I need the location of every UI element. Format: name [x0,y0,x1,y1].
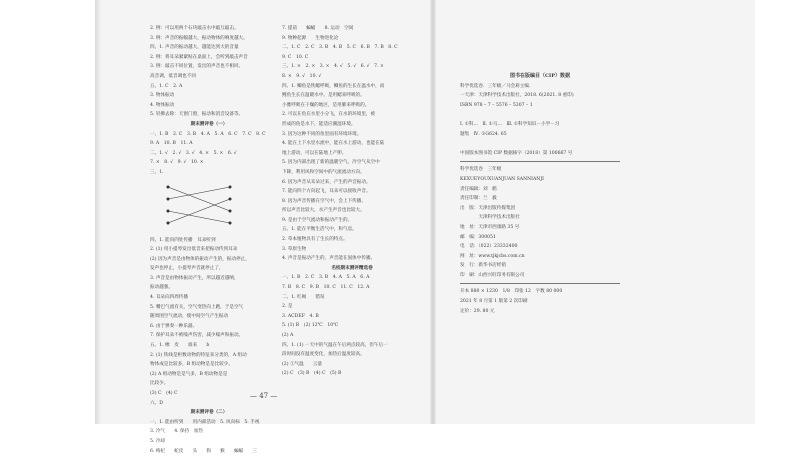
book-fold [430,0,436,424]
text-line: 定价：29. 80 元 [460,308,495,314]
text-line: 发 行：新华书店经销 [460,263,506,269]
text-line: 二、1. 红褐 错误 [282,294,325,300]
text-line: 2. 例：将耳朵紧紧贴在桌面上，会听到敲击声音 [150,54,248,60]
text-line: 3. ACDEF 4. B [282,313,319,319]
text-line: 网 址：www.tjkjcbs.com.cn [460,253,525,259]
text-line: 7. 能向四个方向起飞，耳朵可以接收声音。 [282,189,371,195]
text-line: 六、D [150,400,163,406]
text-line: 所以声音比较大，水产生声音也比较大。 [282,208,365,214]
text-line: 5. 轻拂去除：天窗门窗，振动和消音设备等。 [150,112,244,118]
text-line: (2) A [282,333,294,338]
text-line: 9. A 10. B 11. A [150,141,193,147]
text-line: 发声也停止，小提琴声音就停止了， [150,266,224,272]
text-line: 中国版本图书馆 CIP 数据核字（2018）第 100667 号 [460,150,573,156]
text-line: 鲤鱼生长在温暖水中。是用鳃来呼吸的。 [282,93,365,99]
text-line: 五、1. C 2. A [150,83,183,89]
text-line: 8. 因为声音传播在空气中，会上下传播。 [282,198,366,204]
text-line: 2. 可以在鱼在水里小分飞，在水的环境里，被 [282,112,376,118]
publication-info [460,165,620,280]
text-line: 二、1. √ 2. √ 3. √ 4. × 5. × 6. √ [150,150,237,156]
text-line: 二、1. C 2. C 3. B 4. B 5. C 6. B 7. B 8. C [282,45,398,51]
text-line: 7. × 8. √ 9. √ 10. × [150,160,204,166]
text-line: 6. 由于弹奏一种乐器。 [150,323,198,329]
text-line: 一、1. B 2. C 3. B 4. A 5. A 6. A [282,275,370,281]
text-line: 4. 物体振动 [150,102,175,108]
text-line: 9. 物种起源 生物进化论 [282,35,339,41]
text-line: 2. 是 [282,304,293,310]
answers-column-2 [282,24,422,379]
text-line: 4. 耳朵向四周传播 [150,295,189,301]
text-line: 3. 因为这种不同的鱼里面有环境环境。 [282,131,362,137]
text-line: 三、1. [150,169,164,175]
text-line: KEXUEYOUXUANJUAN SANNIANJI [460,176,544,182]
text-line: 小雅呼吸在干燥的地区，是用肺来呼吸的。 [282,102,370,108]
text-line: 邮 编：300051 [460,234,496,240]
text-line: 五、1. 橡 皮 谁来 b [150,343,210,349]
text-line: 物体成是比较多，B 组动物是是比较少。 [150,362,233,368]
text-line: 形成的鱼是水下，能适应潮湿环境。 [282,121,356,127]
answer-block [282,273,422,379]
text-line: 印 刷：山西兴旺印务有限公司 [460,272,525,278]
text-line: 7. 提前 蝙蝠 8. 运动 空间 [282,26,354,31]
text-line: (3) C (4) C [150,391,178,396]
copyright-column [460,72,620,316]
section-title: 名校期末测评精选卷 [331,265,373,271]
answer-block [150,130,268,178]
text-line: 2. (1) 铁线是柜数动物的特征来分类的，A 组动 [150,352,247,358]
text-line: 2021 年 8 月第 1 版第 2 次印刷 [460,299,528,305]
text-line: 9. C 10. C [282,54,309,60]
text-line: 9. 是由于空气流动和振动产生的。 [282,217,353,223]
page-number: — 47 — [250,392,278,400]
text-line: 7. 保护耳朵不被噪声伤害，减少噪声和振动。 [150,333,244,339]
divider [460,161,620,162]
text-line: 2. 例：可以用两个石块敲击水中敲互敲击。 [150,26,239,31]
text-line: 地上游动，可以在陆地上产卵。 [282,150,347,156]
text-line: ISBN 978 – 7 – 5576 – 5307 – 1 [460,102,533,108]
text-line: 地 址：天津市西康路 35 号 [460,224,520,230]
text-line [460,110,620,120]
print-spec [460,287,620,316]
text-line: 开本 880 × 1230 1/8 印张 12 字数 80 000 [460,289,563,295]
cip-title: 图书在版编目（CIP）数据 [509,73,571,79]
divider [460,283,620,284]
text-line: 2. 草本植物具有了生长的特点。 [282,237,348,243]
text-line: 一天津：天津科学技术出版社，2018. 6(2021. 8 重印) [460,93,574,99]
text-line: 高音调，低音调也不同 [150,73,196,79]
text-line: 8. × 9. √ 10. √ [282,73,322,79]
text-line: 科学优选卷 三年级 [460,167,502,173]
text-line: 四、1. 鲫鱼是铁鳃呼吸，鲫鱼的生长在温水中，而 [282,83,385,89]
section-title: 期末测评卷（一） [190,121,228,127]
text-line: 一、1. B 2. C 3. B 4. A 5. A 6. C 7. C 8. C [150,131,266,137]
text-line: 3. 草原生物 [282,246,307,252]
text-line: (2) C (3) B (4) C (5) B [282,371,342,377]
answer-block [150,24,268,120]
text-line: 随周围空气流动，使中间空气产生振动 [150,314,229,320]
text-line: 责任印制：兰 毅 [460,196,497,202]
text-line: 5. 因为内部出现了新的温暖空气，冷空气从空中 [282,160,380,166]
text-line: 一、1. 能由听到 用内部活动 5. 风向标 5. 手视 [150,419,260,425]
text-line: 五、1. 能在平衡生活气中，和气息。 [282,227,357,233]
text-line: 3. 冷气 4. 保持 加热 [150,429,204,435]
text-line: 振动越强。 [150,285,173,291]
text-line [460,139,620,149]
text-line: 天津科学技术出版社 [460,215,520,221]
text-line: 4. 声音是振动产生的，声音能在固体中传播。 [282,256,376,262]
text-line: 下降，利用风和空间中的气流流动方向。 [282,169,365,175]
text-line: 6. 因为声音从耳朵过来，产生的声音振动。 [282,179,371,185]
text-line: 科学优选卷．三年级／马会莉主编． [460,83,534,89]
text-line: 5. 冷却 [150,438,166,444]
text-line: 三、1. × 2. × 3. × 4. √ 5. √ 6. √ 7. × [282,64,384,70]
page-edge [95,0,101,424]
answer-block [150,236,268,409]
text-line: (2) ①气温 云量 [282,361,323,367]
cip-block [460,82,620,159]
text-line: 出 版：天津出版传媒集团 [460,205,516,211]
text-line: 段时间没有温度变化，加热后温度较高。 [282,352,365,358]
answer-block [282,158,422,264]
text-line: 题集 Ⅳ. ①G624. 65 [460,131,507,137]
text-line: 四、1. (1) 一天中的气温在午后两点较高，但午后一 [282,342,388,348]
text-line: 比较少。 [150,381,169,387]
text-line: 3. 例：敲击不同位置，发出的声音也不相同， [150,64,244,70]
matching-diagram [160,181,238,233]
text-line: 2. (1) 用小提琴发出低音来把振动传到耳朵 [150,247,238,253]
text-line: (2) A 组动物是是气多，B 组动物是是 [150,371,228,377]
text-line: 5. 嘴巴气流有关，空气变热向上跑，于是空气 [150,304,244,310]
text-line: 四、1. 能向四处传播 耳朵听到 [150,237,216,243]
text-line: 7. B 8. C 9. B 10. C 11. C 12. A [282,285,370,291]
text-line: 5. (1) B (2) 12℃ 10℃ [282,323,339,329]
text-line: 3. 物体振动 [150,93,175,99]
text-line: 四、1. 声音的振动越大，越能达到大的音量 [150,45,239,51]
answer-block [282,24,422,158]
text-line: 6. 枸杞 蛇皮 头 狗 猴 蝙蝠 三 [150,448,257,454]
text-line: 电 话：（022）23332400 [460,244,518,250]
section-title: 期末测评卷（二） [190,410,228,416]
text-line: 4. 能在上下水里水流中，能在水上游动，也能在陆 [282,141,385,147]
text-line: Ⅰ. ①科… Ⅱ. ①马… Ⅲ. ①科学知识－小学－习 [460,121,560,127]
text-line: 3. 声音是由物体振动产生，所以越近越响， [150,275,239,281]
text-line: (2) 因为声音是由物体的振动产生的，振动停止， [150,256,250,262]
text-line: 责任编辑：刘 鹤 [460,186,497,192]
text-line: 3. 例：声音的振幅越大，振动物体的响度越大。 [150,35,248,41]
